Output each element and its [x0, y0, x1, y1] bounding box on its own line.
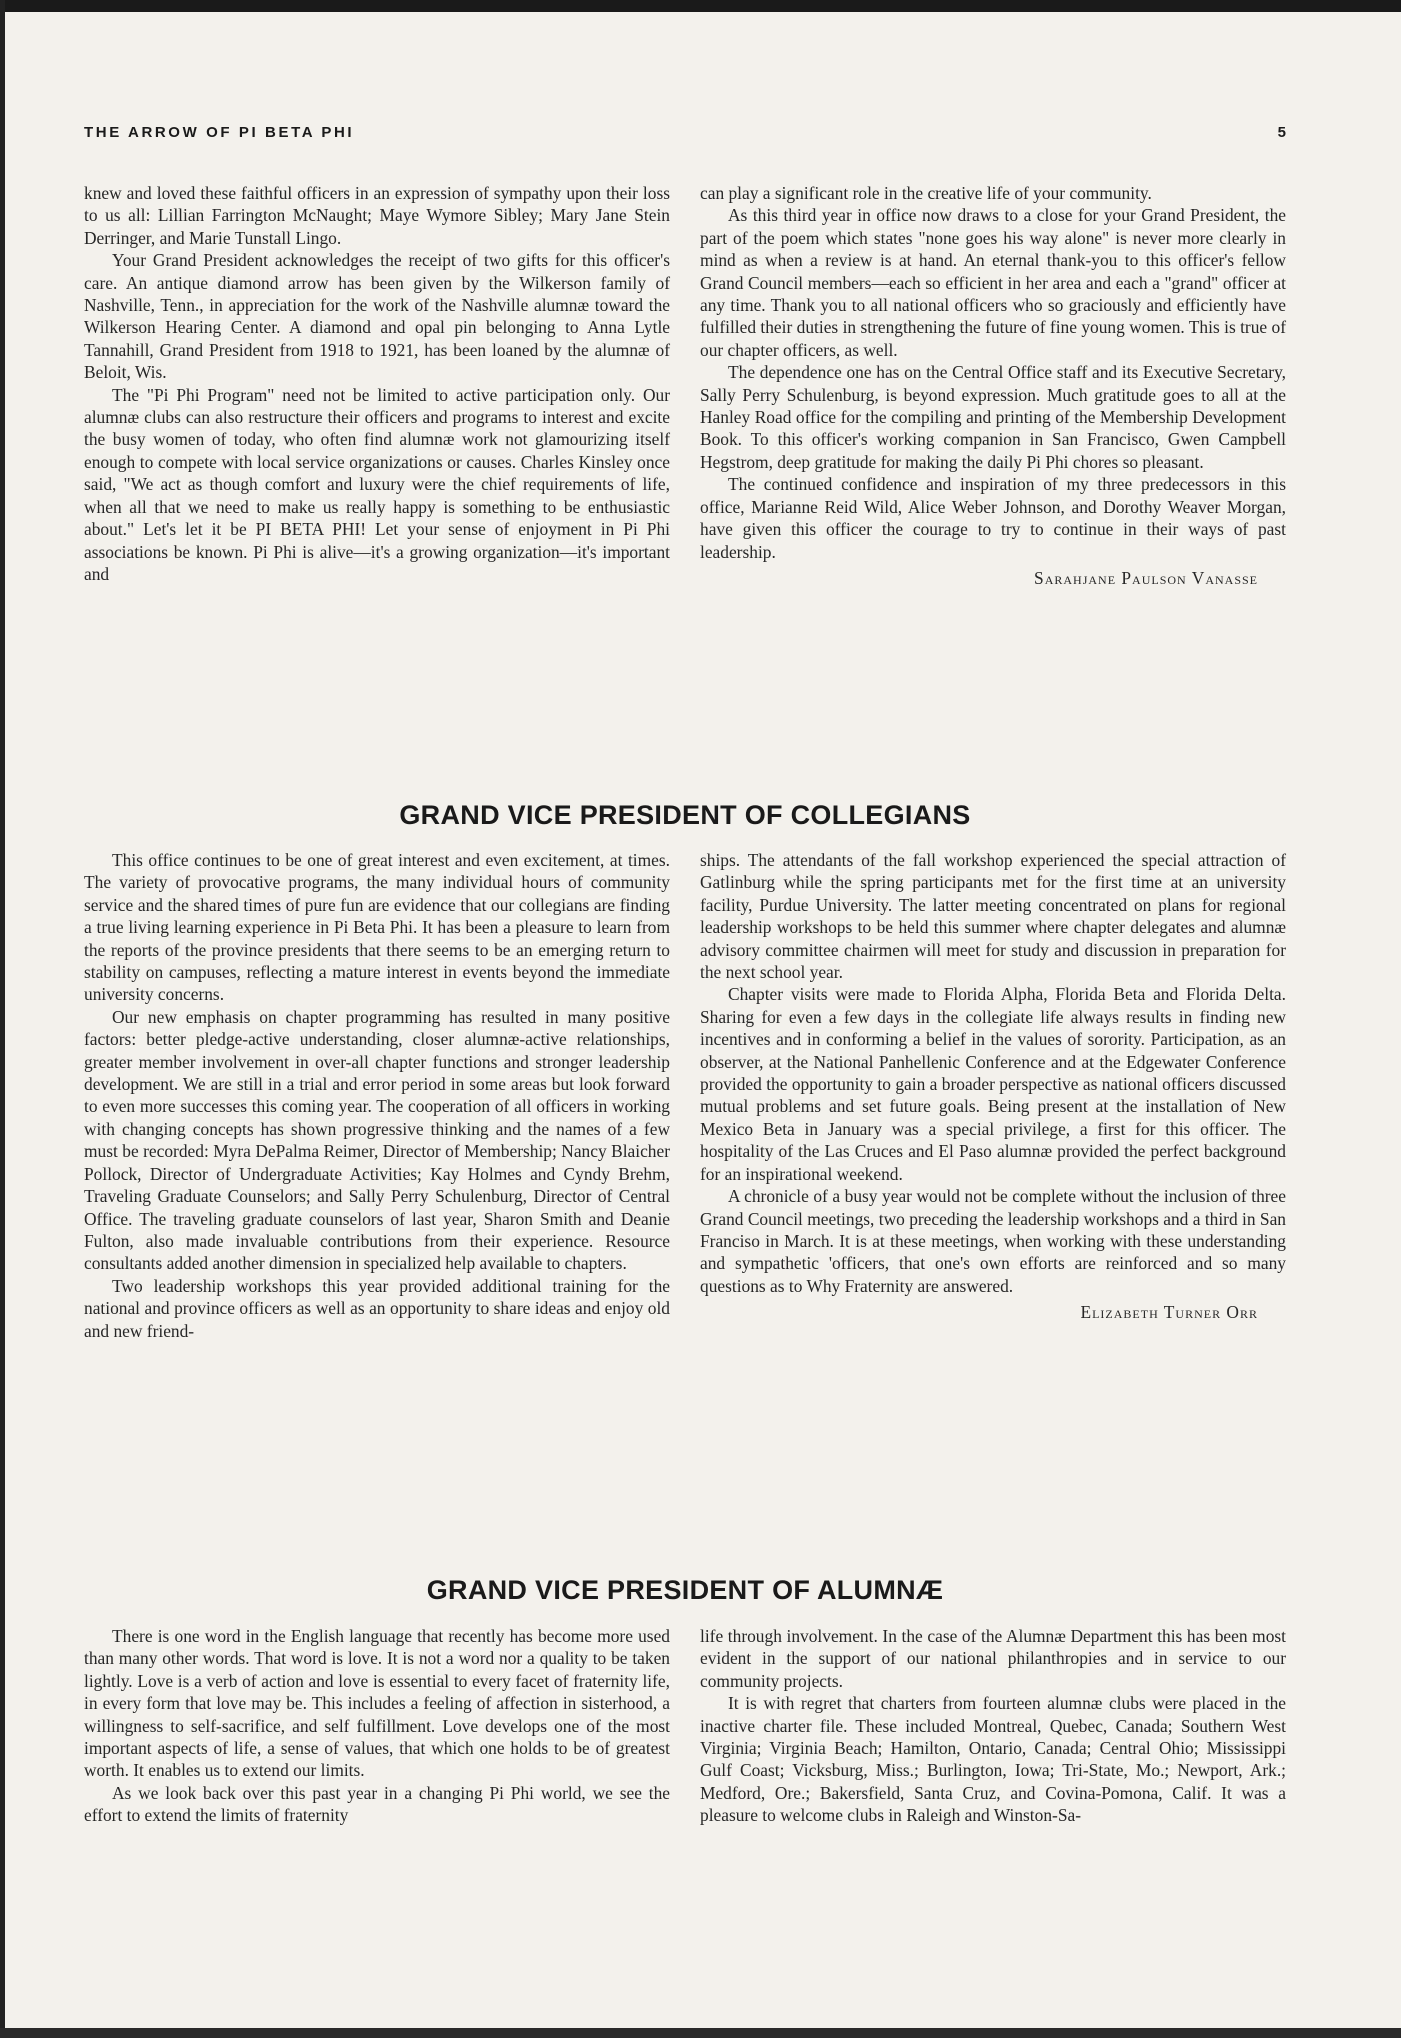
section3-left-column: [84, 1625, 670, 1827]
scan-bottom-border: [0, 2028, 1401, 2038]
paragraph: It is with regret that charters from fourteen alumnæ clubs were placed in the inactive charter file. These included Montreal, Quebec, Canada; Southern West Virginia; Virginia Beach; Hamilton, Ontario, Canada; Central Ohio; Mississippi Gulf Coast; Vicksburg, Miss.; Burlington, Iowa; Tri-State, Mo.; Newport, Ark.; Medford, Ore.; Bakersfield, Santa Cruz, and Covina-Pomona, Calif. It was a pleasure to welcome clubs in Raleigh and Winston-Sa-: [700, 1693, 1286, 1826]
paragraph: A chronicle of a busy year would not be complete without the inclusion of three Grand Council meetings, two preceding the leadership workshops and a third in San Franciso in March. It is at these meetings, when working with these understanding and sympathetic 'officers, that one's own efforts are reinforced and so many questions as to Why Fraternity are answered.: [700, 1186, 1286, 1296]
paragraph: knew and loved these faithful officers in an expression of sympathy upon their loss to us all: Lillian Farrington McNaught; Maye Wymore Sibley; Mary Jane Stein Derringer, and Marie Tunstall Lingo.: [84, 183, 670, 248]
author-signature: Sarahjane Paulson Vanasse: [1034, 567, 1258, 588]
paragraph: As this third year in office now draws to a close for your Grand President, the part of the poem which states "none goes his way alone" is never more clearly in mind as when a review is at hand. An eternal thank-you to this officer's fellow Grand Council members—each so efficient in her area and each a "grand" officer at any time. Thank you to all national officers who so graciously and efficiently have fulfilled their duties in strengthening the future of fine young women. This is true of our chapter officers, as well.: [700, 205, 1286, 360]
scan-top-border: [0, 0, 1401, 12]
paragraph: There is one word in the English language that recently has become more used than many other words. That word is love. It is not a word nor a quality to be taken lightly. Love is a verb of action and love is essential to every facet of fraternity life, in every form that love may be. This includes a feeling of affection in sisterhood, a willingness to self-sacrifice, and self fulfillment. Love develops one of the most important aspects of life, a sense of values, that which one holds to be of greatest worth. It enables us to extend our limits.: [84, 1626, 670, 1781]
section2-left-column: [84, 849, 670, 1342]
journal-title: THE ARROW OF PI BETA PHI: [84, 124, 355, 141]
paragraph: The continued confidence and inspiration of my three predecessors in this office, Marianne Reid Wild, Alice Weber Johnson, and Dorothy Weaver Morgan, have given this officer the courage to try to continue in their ways of past leadership.: [700, 474, 1286, 562]
paragraph: can play a significant role in the creative life of your community.: [700, 183, 1152, 203]
page-number: 5: [1277, 124, 1286, 141]
section3-right-column: [700, 1625, 1286, 1827]
scan-left-border: [0, 0, 5, 2038]
paragraph: Two leadership workshops this year provided additional training for the national and province officers as well as an opportunity to share ideas and enjoy old and new friend-: [84, 1275, 670, 1341]
section1-right-column: [700, 182, 1286, 589]
paragraph: As we look back over this past year in a changing Pi Phi world, we see the effort to extend the limits of fraternity: [84, 1782, 670, 1826]
paragraph: ships. The attendants of the fall workshop experienced the special attraction of Gatlinburg while the spring participants met for the first time at an university facility, Purdue University. The latter meeting concentrated on plans for regional leadership workshops to be held this summer where chapter delegates and alumnæ advisory committee chairmen will meet for study and discussion in preparation for the next school year.: [700, 850, 1286, 983]
section2-right-column: [700, 849, 1286, 1324]
section-heading-alumnae: GRAND VICE PRESIDENT OF ALUMNÆ: [426, 1575, 944, 1605]
paragraph: This office continues to be one of great interest and even excitement, at times. The variety of provocative programs, the many individual hours of community service and the shared times of pure fun are evidence that our collegians are finding a true living learning experience in Pi Beta Phi. It has been a pleasure to learn from the reports of the province presidents that there seems to be an emerging return to stability on campuses, reflecting a mature interest in events beyond the immediate university concerns.: [84, 850, 670, 1005]
paragraph: The "Pi Phi Program" need not be limited to active participation only. Our alumnæ clubs can also restructure their officers and programs to interest and excite the busy women of today, who often find alumnæ work not glamourizing itself enough to compete with local service organizations or causes. Charles Kinsley once said, "We act as though comfort and luxury were the chief requirements of life, when all that we need to make us really happy is something to be enthusiastic about." Let's let it be PI BETA PHI! Let your sense of enjoyment in Pi Phi associations be known. Pi Phi is alive—it's a growing organization—it's important and: [84, 384, 670, 584]
paragraph: Our new emphasis on chapter programming has resulted in many positive factors: better pledge-active understanding, closer alumnæ-active relationships, greater member involvement in over-all chapter functions and stronger leadership development. We are still in a trial and error period in some areas but look forward to even more successes this coming year. The cooperation of all officers in working with changing concepts has shown progressive thinking and the names of a few must be recorded: Myra DePalma Reimer, Director of Membership; Nancy Blaicher Pollock, Director of Undergraduate Activities; Kay Holmes and Cyndy Brehm, Traveling Graduate Counselors; and Sally Perry Schulenburg, Director of Central Office. The traveling graduate counselors of last year, Sharon Smith and Deanie Fulton, also made invaluable contributions from their experience. Resource consultants added another dimension in specialized help available to chapters.: [84, 1006, 670, 1274]
paragraph: The dependence one has on the Central Office staff and its Executive Secretary, Sally Perry Schulenburg, is beyond expression. Much gratitude goes to all at the Hanley Road office for the compiling and printing of the Membership Development Book. To this officer's working companion in San Francisco, Gwen Campbell Hegstrom, deep gratitude for making the daily Pi Phi chores so pleasant.: [700, 362, 1286, 472]
paragraph: Your Grand President acknowledges the receipt of two gifts for this officer's care. An antique diamond arrow has been given by the Wilkerson family of Nashville, Tenn., in appreciation for the work of the Nashville alumnæ toward the Wilkerson Hearing Center. A diamond and opal pin belonging to Anna Lytle Tannahill, Grand President from 1918 to 1921, has been loaned by the alumnæ of Beloit, Wis.: [84, 250, 670, 383]
paragraph: life through involvement. In the case of the Alumnæ Department this has been most evident in the support of our national philanthropies and in service to our community projects.: [700, 1626, 1286, 1691]
running-header: [84, 124, 1286, 141]
paragraph: Chapter visits were made to Florida Alpha, Florida Beta and Florida Delta. Sharing for even a few days in the collegiate life always results in finding new incentives and in conforming a belief in the values of sorority. Participation, as an observer, at the National Panhellenic Conference and at the Edgewater Conference provided the opportunity to gain a broader perspective as national officers discussed mutual problems and set future goals. Being present at the installation of New Mexico Beta in January was a special privilege, a first for this officer. The hospitality of the Las Cruces and El Paso alumnæ provided the perfect background for an inspirational weekend.: [700, 984, 1286, 1184]
section1-left-column: [84, 182, 670, 585]
section-heading-collegians: GRAND VICE PRESIDENT OF COLLEGIANS: [399, 800, 971, 830]
author-signature: Elizabeth Turner Orr: [1080, 1302, 1258, 1323]
